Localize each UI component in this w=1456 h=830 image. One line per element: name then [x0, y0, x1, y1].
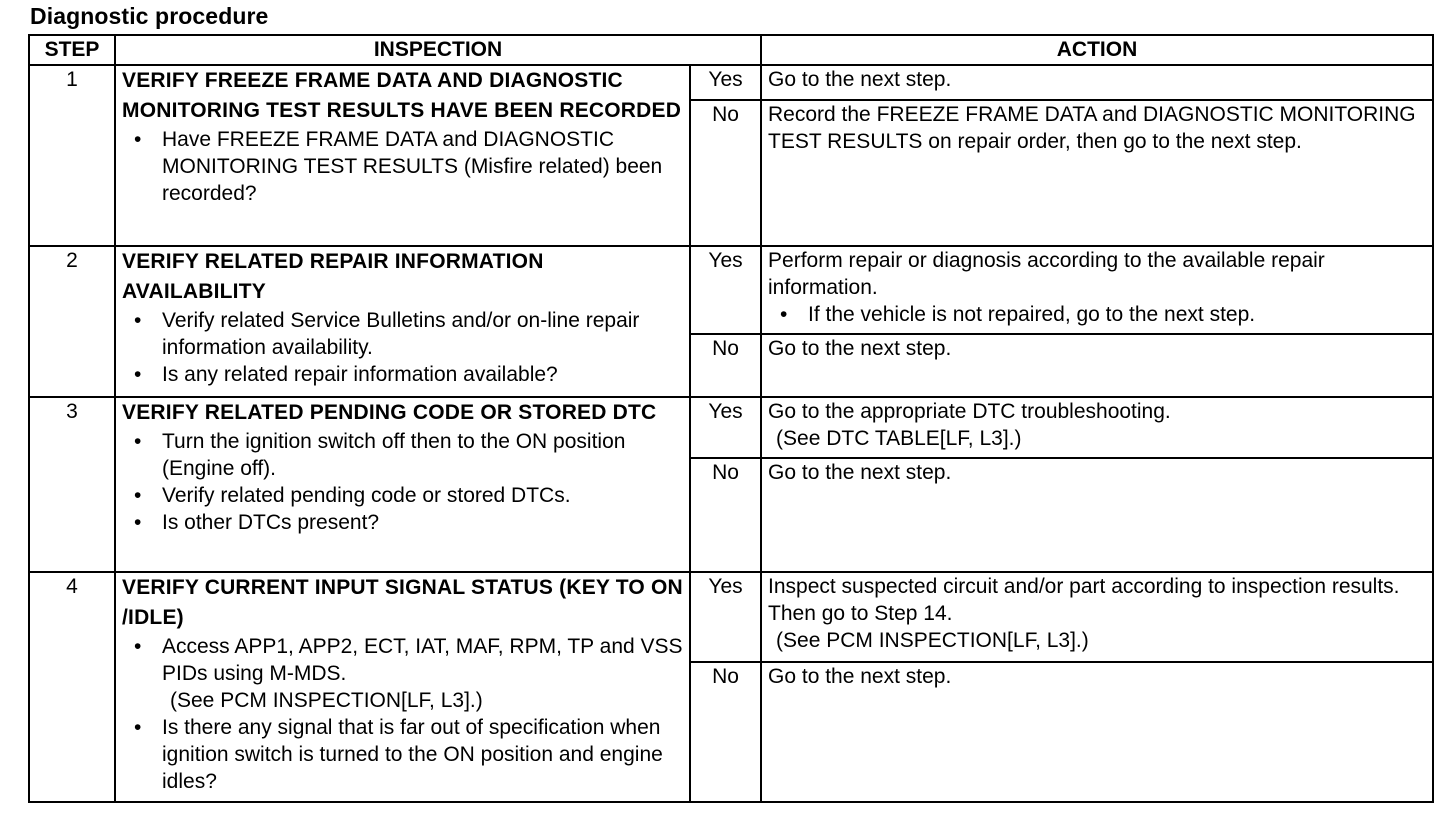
- inspection-bullet: • Is there any signal that is far out of specification when ignition switch is turned to the ON position and engine idles?: [162, 714, 683, 795]
- inspection-reference: (See PCM INSPECTION[LF, L3].): [170, 689, 483, 712]
- step-number: 4: [29, 572, 115, 802]
- no-action: [761, 662, 1433, 802]
- action-reference: (See DTC TABLE[LF, L3].): [776, 427, 1022, 450]
- action-text: Record the FREEZE FRAME DATA and DIAGNOSTIC MONITORING TEST RESULTS on repair order, then go to the next step.: [768, 103, 1416, 153]
- no-label: No: [690, 100, 761, 246]
- step-row: [29, 246, 1433, 334]
- action-reference: (See PCM INSPECTION[LF, L3].): [776, 629, 1089, 652]
- step-row: [29, 572, 1433, 662]
- inspection-bullet: • Verify related pending code or stored DTCs.: [162, 482, 683, 509]
- yes-label: Yes: [690, 572, 761, 662]
- inspection-cell: [115, 246, 690, 397]
- action-text: Perform repair or diagnosis according to the available repair information.: [768, 249, 1325, 299]
- bullet-text: Access APP1, APP2, ECT, IAT, MAF, RPM, TP and VSS PIDs using M-MDS.: [162, 635, 683, 685]
- step-number: 2: [29, 246, 115, 397]
- yes-label: Yes: [690, 65, 761, 100]
- yes-action: [761, 572, 1433, 662]
- action-bullets: [768, 301, 1426, 328]
- inspection-bullet: • Verify related Service Bulletins and/or on-line repair information availability.: [162, 307, 683, 361]
- action-bullet: • If the vehicle is not repaired, go to the next step.: [808, 301, 1426, 328]
- action-text: Go to the next step.: [768, 665, 952, 688]
- inspection-bullet: • Turn the ignition switch off then to the ON position (Engine off).: [162, 428, 683, 482]
- step-number: 3: [29, 397, 115, 572]
- header-action: ACTION: [761, 35, 1433, 65]
- inspection-bullet: • Is any related repair information available?: [162, 361, 683, 388]
- yes-action: [761, 397, 1433, 458]
- step-row: [29, 65, 1433, 100]
- action-text: Go to the next step.: [768, 68, 952, 91]
- yes-label: Yes: [690, 246, 761, 334]
- step-row: [29, 397, 1433, 458]
- inspection-heading: VERIFY FREEZE FRAME DATA AND DIAGNOSTIC MONITORING TEST RESULTS HAVE BEEN RECORDED: [122, 69, 682, 122]
- inspection-heading: VERIFY RELATED REPAIR INFORMATION AVAILABILITY: [122, 250, 544, 303]
- inspection-bullets: [122, 307, 683, 388]
- inspection-bullets: [122, 126, 683, 207]
- inspection-bullet: • Is other DTCs present?: [162, 509, 683, 536]
- no-label: No: [690, 662, 761, 802]
- action-text: Inspect suspected circuit and/or part according to inspection results. Then go to Step 14.: [768, 575, 1400, 625]
- action-text: Go to the next step.: [768, 461, 952, 484]
- inspection-heading: VERIFY CURRENT INPUT SIGNAL STATUS (KEY TO ON /IDLE): [122, 576, 683, 629]
- no-action: [761, 334, 1433, 397]
- header-row: [29, 35, 1433, 65]
- action-text: Go to the appropriate DTC troubleshooting.: [768, 400, 1171, 423]
- inspection-bullets: [122, 428, 683, 536]
- inspection-bullet: • Have FREEZE FRAME DATA and DIAGNOSTIC MONITORING TEST RESULTS (Misfire related) been recorded?: [162, 126, 683, 207]
- no-label: No: [690, 458, 761, 572]
- inspection-bullet: [162, 633, 683, 714]
- inspection-heading: VERIFY RELATED PENDING CODE OR STORED DTC: [122, 401, 657, 424]
- inspection-cell: [115, 572, 690, 802]
- inspection-cell: [115, 397, 690, 572]
- yes-label: Yes: [690, 397, 761, 458]
- action-text: Go to the next step.: [768, 337, 952, 360]
- yes-action: [761, 65, 1433, 100]
- step-number: 1: [29, 65, 115, 246]
- header-step: STEP: [29, 35, 115, 65]
- no-action: [761, 458, 1433, 572]
- header-inspection: INSPECTION: [115, 35, 761, 65]
- diagnostic-procedure-table: [28, 34, 1434, 803]
- inspection-bullets: [122, 633, 683, 795]
- inspection-cell: [115, 65, 690, 246]
- no-action: [761, 100, 1433, 246]
- page-title: Diagnostic procedure: [30, 3, 269, 29]
- no-label: No: [690, 334, 761, 397]
- yes-action: [761, 246, 1433, 334]
